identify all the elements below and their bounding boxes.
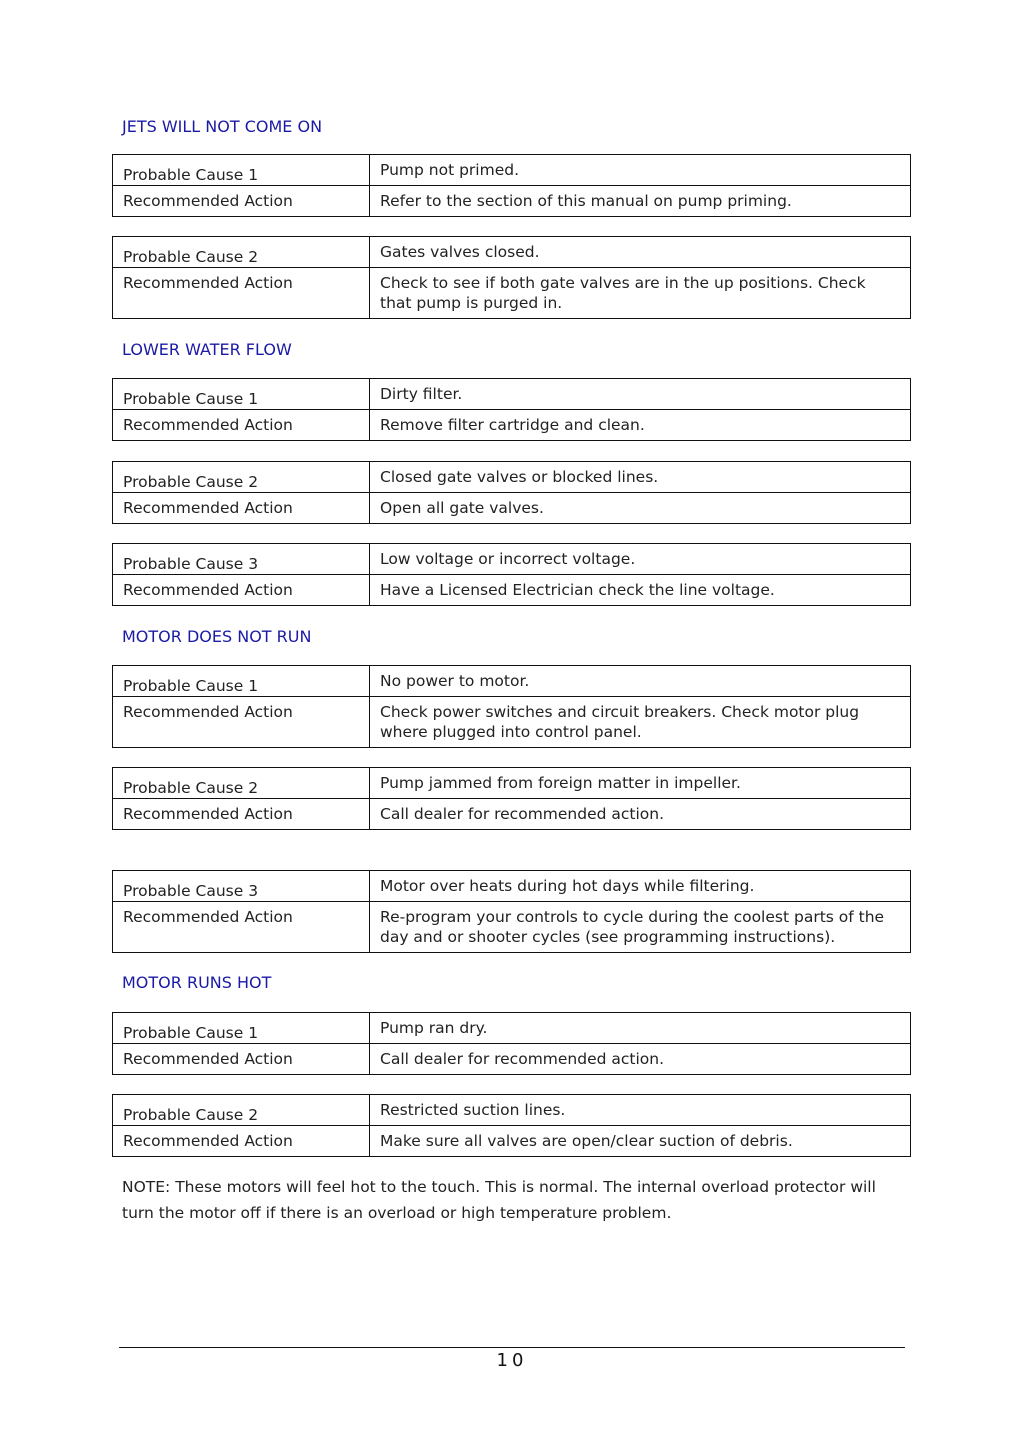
action-text: Make sure all valves are open/clear suction of debris.: [370, 1126, 911, 1157]
cause-text: Closed gate valves or blocked lines.: [370, 462, 911, 493]
troubleshooting-table: [112, 767, 911, 830]
cause-text: Pump not primed.: [370, 155, 911, 186]
footer-divider: [119, 1347, 905, 1348]
action-text: Have a Licensed Electrician check the line voltage.: [370, 575, 911, 606]
page-number: 10: [496, 1350, 528, 1371]
cause-text: Restricted suction lines.: [370, 1095, 911, 1126]
action-label: Recommended Action: [113, 410, 370, 441]
cause-label: Probable Cause 1: [113, 155, 370, 186]
troubleshooting-table: [112, 461, 911, 524]
action-text: Check to see if both gate valves are in the up positions. Check that pump is purged in.: [370, 268, 911, 319]
section-heading-motor-does-not-run: MOTOR DOES NOT RUN: [122, 627, 312, 646]
troubleshooting-table: [112, 665, 911, 748]
cause-text: Pump jammed from foreign matter in impeller.: [370, 768, 911, 799]
cause-label: Probable Cause 2: [113, 1095, 370, 1126]
troubleshooting-table: [112, 1012, 911, 1075]
action-text: Open all gate valves.: [370, 493, 911, 524]
note-paragraph: NOTE: These motors will feel hot to the touch. This is normal. The internal overload protector will turn the motor off if there is an overload or high temperature problem.: [122, 1178, 876, 1222]
action-label: Recommended Action: [113, 186, 370, 217]
action-label: Recommended Action: [113, 799, 370, 830]
cause-label: Probable Cause 3: [113, 871, 370, 902]
cause-text: Motor over heats during hot days while filtering.: [370, 871, 911, 902]
cause-text: Gates valves closed.: [370, 237, 911, 268]
action-label: Recommended Action: [113, 493, 370, 524]
action-label: Recommended Action: [113, 1126, 370, 1157]
cause-text: Low voltage or incorrect voltage.: [370, 544, 911, 575]
cause-text: Dirty filter.: [370, 379, 911, 410]
action-label: Recommended Action: [113, 902, 370, 953]
action-label: Recommended Action: [113, 268, 370, 319]
troubleshooting-table: [112, 154, 911, 217]
action-text: Call dealer for recommended action.: [370, 1044, 911, 1075]
cause-label: Probable Cause 2: [113, 768, 370, 799]
action-text: Re-program your controls to cycle during the coolest parts of the day and or shooter cycles (see programming instructions).: [370, 902, 911, 953]
action-label: Recommended Action: [113, 697, 370, 748]
section-heading-lower-water-flow: LOWER WATER FLOW: [122, 340, 292, 359]
cause-label: Probable Cause 2: [113, 462, 370, 493]
cause-label: Probable Cause 1: [113, 1013, 370, 1044]
cause-label: Probable Cause 2: [113, 237, 370, 268]
section-heading-motor-runs-hot: MOTOR RUNS HOT: [122, 973, 272, 992]
action-text: Call dealer for recommended action.: [370, 799, 911, 830]
action-text: Refer to the section of this manual on pump priming.: [370, 186, 911, 217]
action-text: Check power switches and circuit breakers. Check motor plug where plugged into control panel.: [370, 697, 911, 748]
cause-text: No power to motor.: [370, 666, 911, 697]
troubleshooting-table: [112, 1094, 911, 1157]
cause-label: Probable Cause 1: [113, 666, 370, 697]
section-heading-jets: JETS WILL NOT COME ON: [122, 117, 323, 136]
troubleshooting-table: [112, 543, 911, 606]
troubleshooting-table: [112, 236, 911, 319]
troubleshooting-table: [112, 378, 911, 441]
cause-label: Probable Cause 1: [113, 379, 370, 410]
cause-text: Pump ran dry.: [370, 1013, 911, 1044]
action-text: Remove filter cartridge and clean.: [370, 410, 911, 441]
action-label: Recommended Action: [113, 1044, 370, 1075]
cause-label: Probable Cause 3: [113, 544, 370, 575]
action-label: Recommended Action: [113, 575, 370, 606]
troubleshooting-table: [112, 870, 911, 953]
